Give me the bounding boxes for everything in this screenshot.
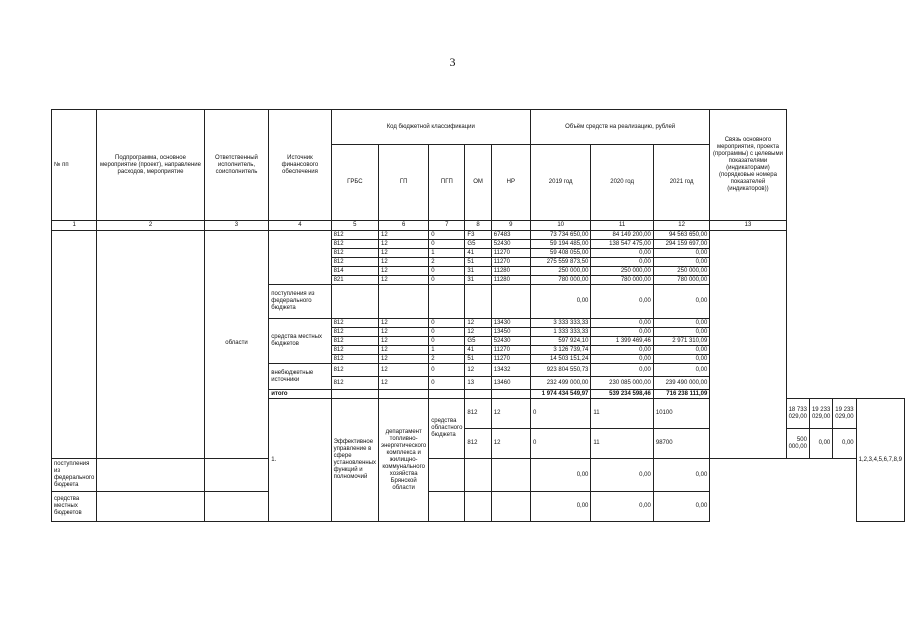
cell-2019: 250 000,00 bbox=[530, 267, 590, 276]
cell-grbs bbox=[97, 492, 204, 522]
source-extrabudget: внебюджетные источники bbox=[269, 364, 331, 390]
cell-gp: 12 bbox=[379, 355, 429, 364]
total-2020: 539 234 598,46 bbox=[591, 390, 653, 399]
source-regional: средства областного бюджета bbox=[429, 399, 465, 459]
cell-gp: 12 bbox=[379, 240, 429, 249]
cell-gp: 12 bbox=[379, 231, 429, 240]
source-local: средства местных бюджетов bbox=[269, 319, 331, 364]
col-num: 4 bbox=[269, 221, 331, 231]
cell-2019: 780 000,00 bbox=[530, 276, 590, 285]
cell-grbs: 812 bbox=[331, 364, 378, 377]
cell-2019: 923 804 550,73 bbox=[530, 364, 590, 377]
cell-om bbox=[465, 459, 491, 492]
cell-om: 31 bbox=[465, 276, 491, 285]
cell-np: 11270 bbox=[491, 249, 530, 258]
cell-pgp bbox=[429, 285, 465, 319]
col-num: 8 bbox=[465, 221, 491, 231]
cell-np: 10100 bbox=[653, 399, 709, 429]
cell-2019: 73 734 650,00 bbox=[530, 231, 590, 240]
cell-gp: 12 bbox=[379, 346, 429, 355]
cell-2020: 230 085 000,00 bbox=[591, 377, 653, 390]
cell-gp: 12 bbox=[379, 258, 429, 267]
cell-om: 41 bbox=[465, 249, 491, 258]
cell-np bbox=[491, 492, 530, 522]
cell-2021: 0,00 bbox=[833, 429, 856, 459]
cell-2021: 780 000,00 bbox=[653, 276, 709, 285]
cell-pgp: 1 bbox=[429, 249, 465, 258]
cell-pgp: 0 bbox=[429, 267, 465, 276]
cell-np bbox=[491, 285, 530, 319]
cell-2020: 138 547 475,00 bbox=[591, 240, 653, 249]
cell-2019: 1 333 333,33 bbox=[530, 328, 590, 337]
cell-2020: 0,00 bbox=[591, 355, 653, 364]
col-num: 1 bbox=[52, 221, 97, 231]
header-budget-code: Код бюджетной классификации bbox=[331, 110, 530, 145]
cell-2020: 84 149 200,00 bbox=[591, 231, 653, 240]
cell-pgp: 0 bbox=[429, 231, 465, 240]
total-2019: 1 974 434 549,97 bbox=[530, 390, 590, 399]
col-num: 11 bbox=[591, 221, 653, 231]
cell-om: 12 bbox=[465, 319, 491, 328]
table-row bbox=[52, 459, 905, 492]
cell-2020: 1 399 469,46 bbox=[591, 337, 653, 346]
cell-2021: 239 490 000,00 bbox=[653, 377, 709, 390]
cell-2021: 250 000,00 bbox=[653, 267, 709, 276]
section-indicators: 1,2,3,4,5,6,7,8,9 bbox=[856, 399, 904, 522]
cell-grbs: 812 bbox=[465, 399, 491, 429]
cell-pgp: 0 bbox=[429, 337, 465, 346]
cell-np: 13460 bbox=[491, 377, 530, 390]
cell-om: 31 bbox=[465, 267, 491, 276]
header-volume: Объём средств на реализацию, рублей bbox=[530, 110, 709, 145]
header-link: Связь основного мероприятия, проекта (программы) с целевыми показателями (индикаторами) (порядковые номера показателей (индикаторов)) bbox=[710, 110, 786, 221]
cell-pgp: 0 bbox=[429, 364, 465, 377]
cell-pgp: 0 bbox=[429, 328, 465, 337]
total-label: итого bbox=[269, 390, 331, 399]
header-grbs: ГРБС bbox=[331, 145, 378, 221]
cell-om bbox=[465, 492, 491, 522]
cell-om: 13 bbox=[465, 377, 491, 390]
header-gp: ГП bbox=[379, 145, 429, 221]
cell-2020: 19 233 029,00 bbox=[809, 399, 832, 429]
header-executor: Ответственный исполнитель, соисполнитель bbox=[204, 110, 269, 221]
cell-pgp: 1 bbox=[429, 346, 465, 355]
cell-2020: 0,00 bbox=[591, 328, 653, 337]
cell-2019: 597 924,10 bbox=[530, 337, 590, 346]
cell-gp: 12 bbox=[379, 249, 429, 258]
cell-gp bbox=[379, 390, 429, 399]
cell-pgp: 2 bbox=[429, 355, 465, 364]
cell-om bbox=[465, 285, 491, 319]
cell-np: 11270 bbox=[491, 355, 530, 364]
col-num: 9 bbox=[491, 221, 530, 231]
cell-pgp: 0 bbox=[429, 276, 465, 285]
cell-2021: 0,00 bbox=[653, 364, 709, 377]
cell-pgp bbox=[429, 459, 465, 492]
cell-2021: 0,00 bbox=[653, 328, 709, 337]
col-num: 2 bbox=[97, 221, 204, 231]
cell-2020: 0,00 bbox=[591, 249, 653, 258]
cell-2020: 0,00 bbox=[591, 319, 653, 328]
cont-link-cell bbox=[710, 231, 786, 459]
cell-2019: 3 126 739,74 bbox=[530, 346, 590, 355]
cell-2021: 0,00 bbox=[653, 319, 709, 328]
cell-gp: 12 bbox=[379, 267, 429, 276]
cell-2019: 0,00 bbox=[530, 285, 590, 319]
cell-2019: 59 194 485,00 bbox=[530, 240, 590, 249]
cell-np: 98700 bbox=[653, 429, 709, 459]
cell-om: 41 bbox=[465, 346, 491, 355]
header-pgp: ПГП bbox=[429, 145, 465, 221]
cell-np: 11280 bbox=[491, 276, 530, 285]
source-federal: поступления из федерального бюджета bbox=[269, 285, 331, 319]
cell-om: 51 bbox=[465, 355, 491, 364]
cell-2019: 232 499 000,00 bbox=[530, 377, 590, 390]
cell-2021: 19 233 029,00 bbox=[833, 399, 856, 429]
header-row bbox=[52, 110, 905, 145]
cell-np: 11270 bbox=[491, 258, 530, 267]
cell-2021: 294 159 697,00 bbox=[653, 240, 709, 249]
cell-gp bbox=[379, 285, 429, 319]
cell-np: 11280 bbox=[491, 267, 530, 276]
cell-np: 13430 bbox=[491, 319, 530, 328]
cell-pgp: 0 bbox=[429, 377, 465, 390]
cell-2020: 0,00 bbox=[591, 459, 653, 492]
cell-2019: 0,00 bbox=[530, 459, 590, 492]
cell-np bbox=[491, 459, 530, 492]
header-om: ОМ bbox=[465, 145, 491, 221]
cell-2019: 14 503 151,24 bbox=[530, 355, 590, 364]
col-num: 6 bbox=[379, 221, 429, 231]
cont-source-cell bbox=[269, 231, 331, 285]
cell-grbs: 812 bbox=[331, 346, 378, 355]
cell-om: 11 bbox=[591, 399, 653, 429]
header-2021: 2021 год bbox=[653, 145, 709, 221]
cell-grbs: 812 bbox=[331, 258, 378, 267]
cell-2020: 250 000,00 bbox=[591, 267, 653, 276]
header-2020: 2020 год bbox=[591, 145, 653, 221]
cell-gp: 12 bbox=[379, 377, 429, 390]
cell-2021: 0,00 bbox=[653, 346, 709, 355]
cell-2020: 780 000,00 bbox=[591, 276, 653, 285]
header-2019: 2019 год bbox=[530, 145, 590, 221]
cell-2020: 0,00 bbox=[591, 492, 653, 522]
cell-np: 52430 bbox=[491, 240, 530, 249]
table-row bbox=[52, 492, 905, 522]
cell-gp: 12 bbox=[491, 399, 530, 429]
source-federal: поступления из федерального бюджета bbox=[52, 459, 97, 492]
cont-num-cell bbox=[52, 231, 97, 459]
header-num: № пп bbox=[52, 110, 97, 221]
cont-executor-cell bbox=[204, 231, 269, 459]
header-program: Подпрограмма, основное мероприятие (проект), направление расходов, мероприятие bbox=[97, 110, 204, 221]
cut-text: области bbox=[225, 339, 248, 346]
cell-2019: 0,00 bbox=[530, 492, 590, 522]
cell-gp: 12 bbox=[491, 429, 530, 459]
cell-2020: 0,00 bbox=[591, 346, 653, 355]
cell-2021: 94 563 650,00 bbox=[653, 231, 709, 240]
col-num: 10 bbox=[530, 221, 590, 231]
cell-gp bbox=[204, 459, 269, 492]
cell-om: G5 bbox=[465, 337, 491, 346]
total-2021: 716 238 111,09 bbox=[653, 390, 709, 399]
cell-grbs bbox=[331, 390, 378, 399]
col-num: 3 bbox=[204, 221, 269, 231]
cell-2019: 18 733 029,00 bbox=[786, 399, 809, 429]
cell-om: 51 bbox=[465, 258, 491, 267]
cell-gp: 12 bbox=[379, 337, 429, 346]
cell-gp bbox=[204, 492, 269, 522]
cell-om: 11 bbox=[591, 429, 653, 459]
cell-grbs: 814 bbox=[331, 267, 378, 276]
cell-grbs: 821 bbox=[331, 276, 378, 285]
cell-pgp: 0 bbox=[530, 429, 590, 459]
cell-2019: 59 408 055,00 bbox=[530, 249, 590, 258]
cell-grbs: 812 bbox=[331, 377, 378, 390]
cell-grbs: 812 bbox=[331, 240, 378, 249]
cell-gp: 12 bbox=[379, 364, 429, 377]
cell-2021: 2 971 310,09 bbox=[653, 337, 709, 346]
cell-2021: 0,00 bbox=[653, 355, 709, 364]
cell-2019: 275 559 873,50 bbox=[530, 258, 590, 267]
cell-gp: 12 bbox=[379, 328, 429, 337]
cell-om: 12 bbox=[465, 328, 491, 337]
cell-2021: 0,00 bbox=[653, 492, 709, 522]
cell-2021: 0,00 bbox=[653, 285, 709, 319]
section-num: 1. bbox=[269, 399, 331, 522]
col-num: 5 bbox=[331, 221, 378, 231]
cell-2020: 0,00 bbox=[591, 258, 653, 267]
col-num: 7 bbox=[429, 221, 465, 231]
cell-om: G5 bbox=[465, 240, 491, 249]
cell-2019: 3 333 333,33 bbox=[530, 319, 590, 328]
page-number: 3 bbox=[449, 55, 456, 69]
cont-program-cell bbox=[97, 231, 204, 459]
cell-2021: 0,00 bbox=[653, 249, 709, 258]
cell-gp: 12 bbox=[379, 319, 429, 328]
cell-pgp bbox=[429, 492, 465, 522]
cell-pgp bbox=[429, 390, 465, 399]
cell-pgp: 0 bbox=[530, 399, 590, 429]
cell-grbs: 812 bbox=[331, 328, 378, 337]
cell-2021: 0,00 bbox=[653, 258, 709, 267]
header-np: НР bbox=[491, 145, 530, 221]
cell-grbs: 812 bbox=[331, 355, 378, 364]
table-row bbox=[52, 231, 905, 240]
cell-2019: 500 000,00 bbox=[786, 429, 809, 459]
source-local: средства местных бюджетов bbox=[52, 492, 97, 522]
financing-table bbox=[51, 109, 905, 522]
section-executor: департамент топливно-энергетического комплекса и жилищно-коммунального хозяйства Брянской области bbox=[379, 399, 429, 522]
cell-2020: 0,00 bbox=[591, 364, 653, 377]
cell-np: 52430 bbox=[491, 337, 530, 346]
cell-grbs: 812 bbox=[331, 319, 378, 328]
header-source: Источник финансового обеспечения bbox=[269, 110, 331, 221]
cell-om bbox=[465, 390, 491, 399]
cell-grbs: 812 bbox=[331, 231, 378, 240]
cell-pgp: 0 bbox=[429, 319, 465, 328]
cell-om: 12 bbox=[465, 364, 491, 377]
cell-2020: 0,00 bbox=[809, 429, 832, 459]
cell-grbs: 812 bbox=[465, 429, 491, 459]
cell-np: 11270 bbox=[491, 346, 530, 355]
cell-grbs bbox=[97, 459, 204, 492]
cell-grbs bbox=[331, 285, 378, 319]
cell-2020: 0,00 bbox=[591, 285, 653, 319]
cell-np bbox=[491, 390, 530, 399]
cell-om: F3 bbox=[465, 231, 491, 240]
cell-gp: 12 bbox=[379, 276, 429, 285]
cell-pgp: 2 bbox=[429, 258, 465, 267]
cell-grbs: 812 bbox=[331, 249, 378, 258]
cell-np: 13450 bbox=[491, 328, 530, 337]
cell-np: 13432 bbox=[491, 364, 530, 377]
cell-pgp: 0 bbox=[429, 240, 465, 249]
cell-grbs: 812 bbox=[331, 337, 378, 346]
section-title: Эффективное управление в сфере установленных функций и полномочий bbox=[331, 399, 378, 522]
column-number-row bbox=[52, 221, 905, 231]
cell-2021: 0,00 bbox=[653, 459, 709, 492]
col-num: 13 bbox=[710, 221, 786, 231]
col-num: 12 bbox=[653, 221, 709, 231]
cell-np: 67483 bbox=[491, 231, 530, 240]
